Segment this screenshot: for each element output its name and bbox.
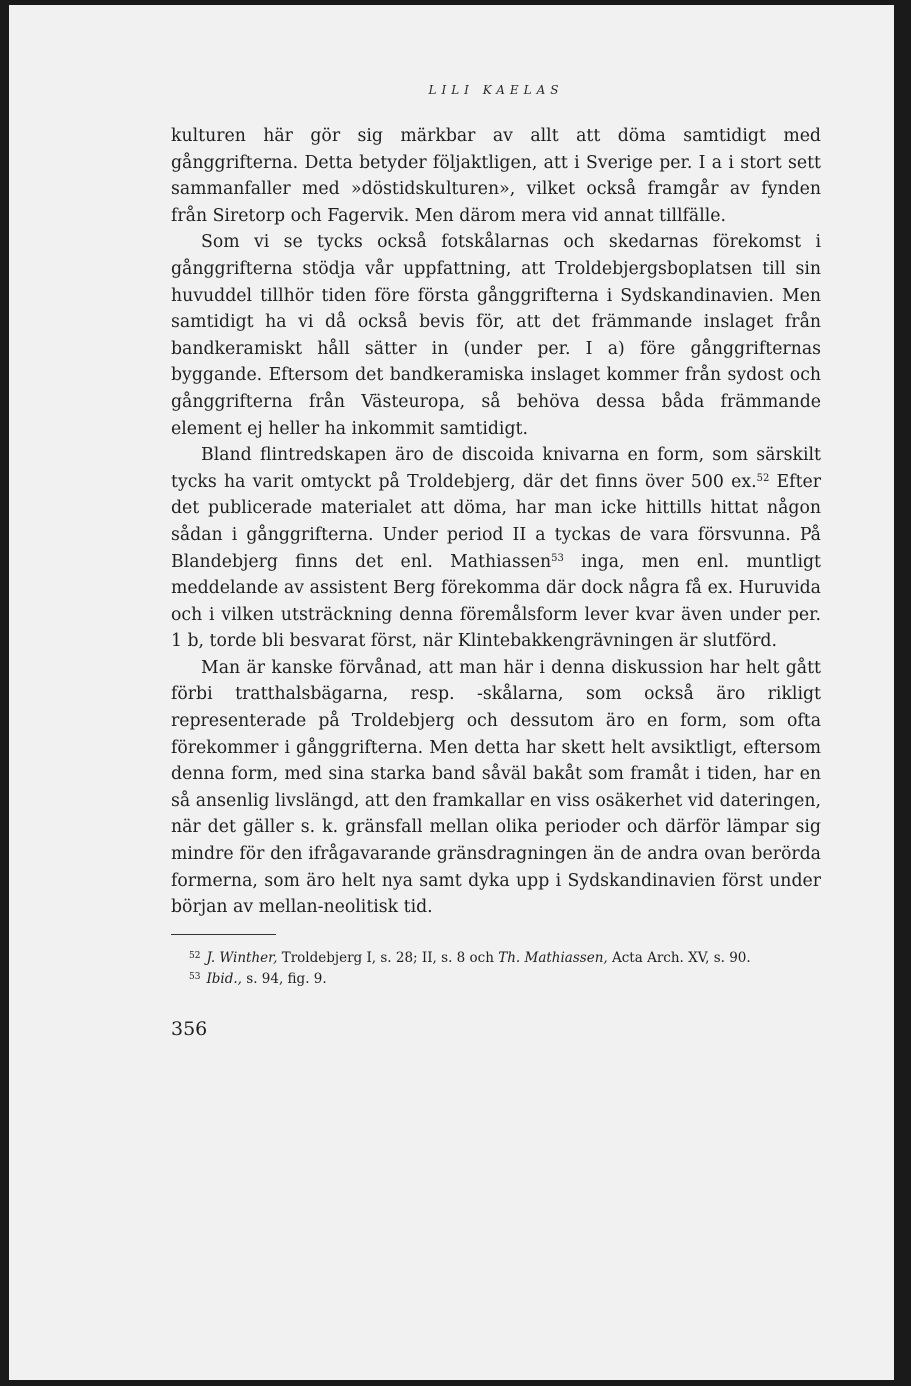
footnote-author-2: Th. Mathiassen, <box>498 950 608 966</box>
footnote-number: 53 <box>189 972 201 982</box>
page-number: 356 <box>171 1018 208 1040</box>
paragraph-3-text-a: Bland flintredskapen äro de discoida knivarna en form, som särskilt tycks ha varit omtyckt på Troldebjerg, där det finns över 500 ex. <box>171 445 821 492</box>
paragraph-1: kulturen här gör sig märkbar av allt att döma samtidigt med gånggrifterna. Detta betyder följaktligen, att i Sverige per. I a i stort sett sammanfaller med »döstidskulturen», vilket också framgår av fynden från Siretorp och Fagervik. Men därom mera vid annat tillfälle. <box>171 126 821 226</box>
paragraph-2: Som vi se tycks också fotskålarnas och skedarnas förekomst i gånggrifterna stödja vår uppfattning, att Troldebjergsboplatsen till sin huvuddel tillhör tiden före första gånggrifterna i Sydskandinavien. Men samtidigt ha vi då också bevis för, att det främmande inslaget från bandkeramiskt håll sätter in (under per. I a) före gånggrifternas byggande. Eftersom det bandkeramiska inslaget kommer från sydost och gånggrifterna från Västeuropa, så behöva dessa båda främmande element ej heller ha inkommit samtidigt. <box>171 232 821 439</box>
footnote-ref-53: 53 <box>551 552 564 564</box>
footnote-ref-52: 52 <box>756 472 770 484</box>
footnote-text-2: Acta Arch. XV, s. 90. <box>607 950 751 966</box>
paragraph-3-text-b: Efter det publicerade materialet att döma, har man icke hittills hittat någon sådan i gånggrifterna. Under period II a tyckas de vara försvunna. På Blandebjerg finns det enl. Mathiassen <box>171 471 822 572</box>
footnote-text: s. 94, fig. 9. <box>241 971 327 987</box>
footnotes <box>171 948 821 990</box>
running-header: LILI KAELAS <box>428 83 564 97</box>
footnote-number: 52 <box>189 951 201 961</box>
footnote-text: Troldebjerg I, s. 28; II, s. 8 och <box>277 950 499 966</box>
footnote-53 <box>171 969 821 990</box>
footnote-author: J. Winther, <box>206 950 278 966</box>
footnote-author: Ibid., <box>206 971 242 987</box>
book-page <box>9 5 894 1380</box>
paragraph-3-text-c: inga, men enl. muntligt meddelande av assistent Berg förekomma där dock några få ex. Huruvida och i vilken utsträckning denna föremålsform lever kvar även under per. 1 b, torde bli besvarat först, när Klintebakkengrävningen är slutförd. <box>171 551 821 652</box>
body-text <box>171 123 821 921</box>
paragraph-4: Man är kanske förvånad, att man här i denna diskussion har helt gått förbi tratthalsbägarna, resp. -skålarna, som också äro rikligt representerade på Troldebjerg och dessutom äro en form, som ofta förekommer i gånggrifterna. Men detta har skett helt avsiktligt, eftersom denna form, med sina starka band såväl bakåt som framåt i tiden, har en så ansenlig livslängd, att den framkallar en viss osäkerhet vid dateringen, när det gäller s. k. gränsfall mellan olika perioder och därför lämpar sig mindre för den ifrågavarande gränsdragningen än de andra ovan berörda formerna, som äro helt nya samt dyka upp i Sydskandinavien först under början av mellan-neolitisk tid. <box>171 657 821 918</box>
footnote-52 <box>171 948 821 969</box>
footnote-divider <box>171 934 276 935</box>
paragraph-3 <box>171 442 821 655</box>
